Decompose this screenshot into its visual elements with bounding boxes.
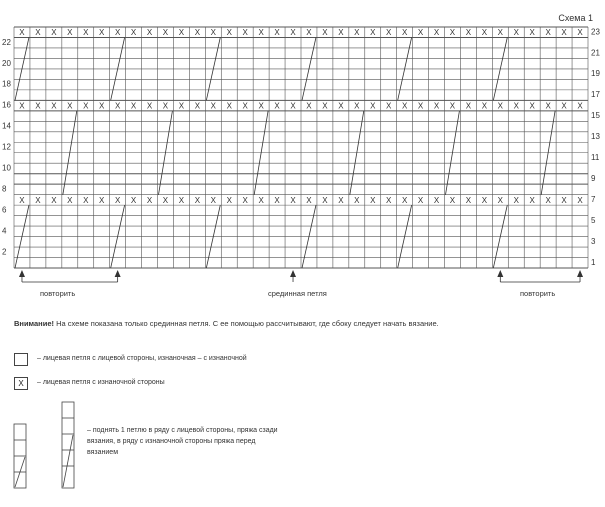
x-cell: X xyxy=(354,101,360,111)
x-cell: X xyxy=(577,195,583,205)
x-cell: X xyxy=(481,101,488,111)
x-cell: X xyxy=(19,101,25,111)
row-number-right: 17 xyxy=(591,90,600,100)
x-cell: X xyxy=(146,28,153,38)
note-bold: Внимание! xyxy=(14,319,54,328)
x-cell: X xyxy=(194,195,201,205)
x-cell: X xyxy=(513,101,519,111)
x-cell: X xyxy=(242,28,248,38)
x-cell: X xyxy=(465,28,472,38)
x-cell: X xyxy=(290,195,296,205)
row-number-left: 4 xyxy=(2,226,7,236)
x-cell: X xyxy=(290,28,296,38)
x-cell: X xyxy=(465,195,472,205)
x-cell: X xyxy=(433,101,440,111)
x-cell: X xyxy=(401,28,408,38)
x-cell: X xyxy=(529,195,535,205)
row-number-right: 23 xyxy=(591,27,600,37)
x-cell: X xyxy=(290,101,296,111)
x-cell: X xyxy=(354,28,360,38)
x-cell: X xyxy=(306,28,312,38)
chart-x-cells xyxy=(19,28,583,205)
x-cell: X xyxy=(322,195,328,205)
x-cell: X xyxy=(226,195,232,205)
x-cell: X xyxy=(577,101,583,111)
x-cell: X xyxy=(370,101,376,111)
x-cell: X xyxy=(274,101,280,111)
row-numbers-left xyxy=(2,38,11,257)
x-cell: X xyxy=(242,195,248,205)
legend-empty-text: – лицевая петля с лицевой стороны, изнаночная – с изнаночной xyxy=(37,355,247,362)
x-cell: X xyxy=(19,195,25,205)
x-cell: X xyxy=(258,28,264,38)
x-cell: X xyxy=(513,28,519,38)
chart-title: Схема 1 xyxy=(558,13,593,23)
row-number-right: 7 xyxy=(591,194,596,204)
x-cell: X xyxy=(130,195,137,205)
x-cell: X xyxy=(83,101,89,111)
x-cell: X xyxy=(481,195,488,205)
row-number-right: 15 xyxy=(591,111,600,121)
row-number-right: 21 xyxy=(591,48,600,58)
x-cell: X xyxy=(51,195,57,205)
x-cell: X xyxy=(545,101,551,111)
x-cell: X xyxy=(162,101,169,111)
x-cell: X xyxy=(130,28,137,38)
row-numbers-right xyxy=(591,27,600,267)
x-cell: X xyxy=(51,28,57,38)
x-cell: X xyxy=(274,28,280,38)
arrow-up-icon xyxy=(115,270,121,277)
x-cell: X xyxy=(67,195,73,205)
legend-empty-cell xyxy=(14,353,28,366)
x-cell: X xyxy=(146,101,153,111)
x-cell: X xyxy=(83,195,89,205)
repeat-arrows xyxy=(19,270,583,282)
x-cell: X xyxy=(497,101,503,111)
x-cell: X xyxy=(19,28,25,38)
x-cell: X xyxy=(162,195,169,205)
row-number-right: 1 xyxy=(591,257,596,267)
x-cell: X xyxy=(322,28,328,38)
row-number-left: 12 xyxy=(2,142,11,152)
note-text: На схеме показана только срединная петля. С ее помощью рассчитывают, где сбоку следует начать вязание. xyxy=(54,319,439,328)
row-number-left: 8 xyxy=(2,184,7,194)
x-cell: X xyxy=(433,28,440,38)
x-cell: X xyxy=(417,28,424,38)
x-cell: X xyxy=(99,28,105,38)
x-cell: X xyxy=(370,195,376,205)
x-cell: X xyxy=(545,28,551,38)
x-cell: X xyxy=(67,28,73,38)
x-cell: X xyxy=(481,28,488,38)
x-cell: X xyxy=(210,28,216,38)
x-cell: X xyxy=(178,101,185,111)
repeat-left-label: повторить xyxy=(40,289,76,298)
row-number-right: 11 xyxy=(591,153,600,163)
x-cell: X xyxy=(338,28,344,38)
row-number-left: 16 xyxy=(2,100,11,110)
legend-slip-text: – поднять 1 петлю в ряду с лицевой стороны, пряжа сзади вязания, в ряду с изнаночной стороны пряжа перед вязанием xyxy=(87,427,278,456)
x-cell: X xyxy=(529,101,535,111)
x-cell: X xyxy=(210,195,216,205)
x-cell: X xyxy=(99,101,105,111)
row-number-right: 13 xyxy=(591,132,600,142)
repeat-right-label: повторить xyxy=(520,289,556,298)
x-cell: X xyxy=(130,101,137,111)
x-cell: X xyxy=(386,101,392,111)
arrow-up-icon xyxy=(497,270,503,277)
x-cell: X xyxy=(370,28,376,38)
x-cell: X xyxy=(35,195,41,205)
arrow-up-icon xyxy=(290,270,296,277)
x-cell: X xyxy=(338,101,344,111)
x-cell: X xyxy=(178,195,185,205)
legend-cross-text: – лицевая петля с изнаночной стороны xyxy=(37,379,165,386)
x-cell: X xyxy=(210,101,216,111)
x-cell: X xyxy=(545,195,551,205)
row-number-left: 22 xyxy=(2,37,11,47)
arrow-up-icon xyxy=(19,270,25,277)
x-cell: X xyxy=(386,195,392,205)
x-cell: X xyxy=(449,195,456,205)
x-cell: X xyxy=(146,195,153,205)
x-cell: X xyxy=(401,101,408,111)
x-cell: X xyxy=(35,28,41,38)
x-cell: X xyxy=(114,195,121,205)
x-cell: X xyxy=(354,195,360,205)
row-number-left: 18 xyxy=(2,79,11,89)
x-cell: X xyxy=(529,28,535,38)
x-cell: X xyxy=(306,101,312,111)
x-cell: X xyxy=(226,101,232,111)
x-cell: X xyxy=(51,101,57,111)
x-cell: X xyxy=(258,195,264,205)
x-cell: X xyxy=(386,28,392,38)
x-cell: X xyxy=(99,195,105,205)
x-cell: X xyxy=(322,101,328,111)
note xyxy=(14,319,594,328)
x-cell: X xyxy=(497,195,503,205)
x-cell: X xyxy=(35,101,41,111)
legend-cross-cell: X xyxy=(14,377,28,390)
row-number-left: 6 xyxy=(2,205,7,215)
row-number-left: 2 xyxy=(2,247,7,257)
legend-slip-symbols xyxy=(12,398,84,492)
row-number-right: 5 xyxy=(591,215,596,225)
x-cell: X xyxy=(194,101,201,111)
row-number-left: 14 xyxy=(2,121,11,131)
x-cell: X xyxy=(274,195,280,205)
x-cell: X xyxy=(417,195,424,205)
x-cell: X xyxy=(306,195,312,205)
x-cell: X xyxy=(178,28,185,38)
x-cell: X xyxy=(513,195,519,205)
arrow-up-icon xyxy=(577,270,583,277)
row-number-left: 10 xyxy=(2,163,11,173)
row-number-right: 9 xyxy=(591,174,596,184)
row-number-right: 3 xyxy=(591,236,596,246)
row-number-right: 19 xyxy=(591,69,600,79)
x-cell: X xyxy=(114,28,121,38)
x-cell: X xyxy=(242,101,248,111)
x-cell: X xyxy=(226,28,232,38)
x-cell: X xyxy=(577,28,583,38)
x-cell: X xyxy=(401,195,408,205)
x-cell: X xyxy=(194,28,201,38)
x-cell: X xyxy=(67,101,73,111)
row-number-left: 20 xyxy=(2,58,11,68)
x-cell: X xyxy=(83,28,89,38)
x-cell: X xyxy=(162,28,169,38)
x-cell: X xyxy=(561,101,567,111)
x-cell: X xyxy=(561,195,567,205)
x-cell: X xyxy=(561,28,567,38)
x-cell: X xyxy=(433,195,440,205)
x-cell: X xyxy=(338,195,344,205)
x-cell: X xyxy=(449,101,456,111)
x-cell: X xyxy=(465,101,472,111)
center-stitch-label: срединная петля xyxy=(268,289,327,298)
x-cell: X xyxy=(417,101,424,111)
x-cell: X xyxy=(497,28,503,38)
x-cell: X xyxy=(449,28,456,38)
x-cell: X xyxy=(114,101,121,111)
x-cell: X xyxy=(258,101,264,111)
